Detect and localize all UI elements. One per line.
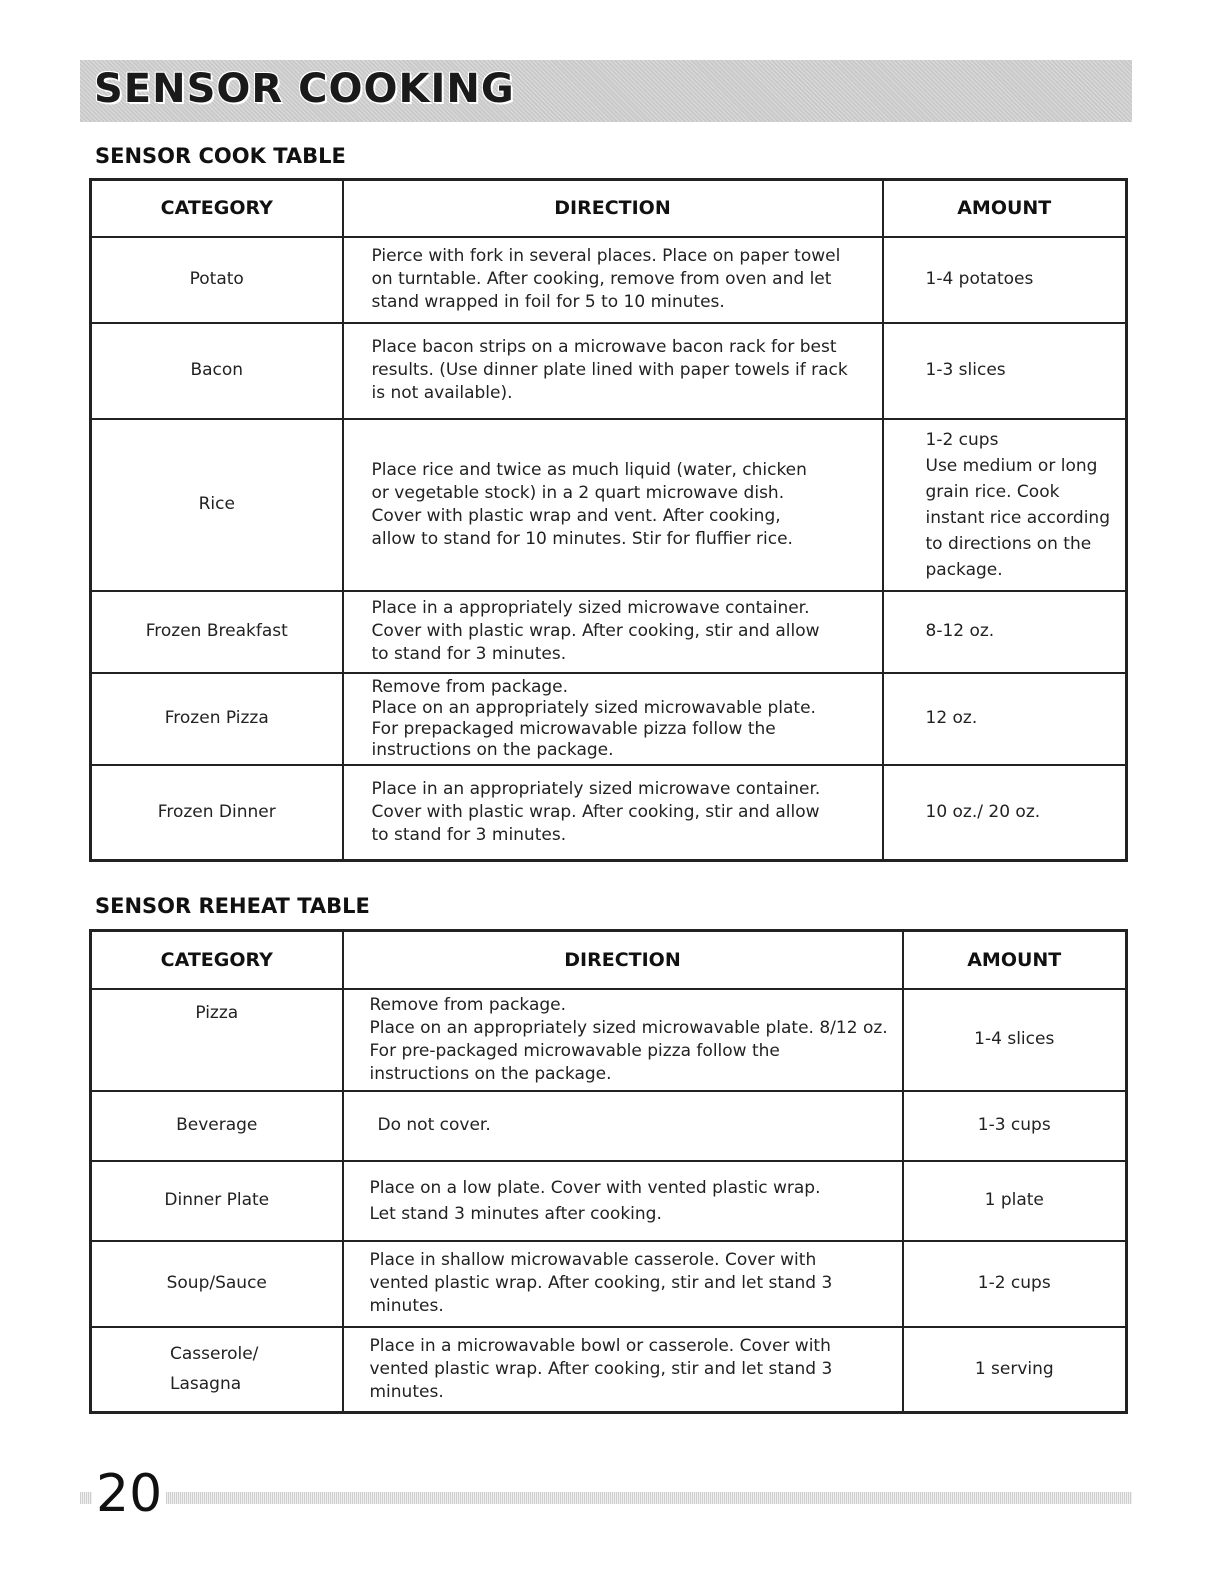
amount-line: 1-3 slices xyxy=(925,360,1006,380)
page-number: 20 xyxy=(92,1464,166,1524)
direction-cell xyxy=(343,673,883,765)
direction-cell xyxy=(343,237,883,323)
direction-line: stand wrapped in foil for 5 to 10 minutes. xyxy=(371,292,725,312)
direction-line: Place on an appropriately sized microwavable plate. 8/12 oz. xyxy=(369,1017,888,1038)
table-row xyxy=(91,1327,1127,1413)
amount-cell xyxy=(883,673,1127,765)
direction-line: For pre-packaged microwavable pizza follow the xyxy=(369,1040,780,1061)
table-row xyxy=(91,323,1127,419)
direction-cell xyxy=(343,1091,903,1161)
direction-cell xyxy=(343,1241,903,1327)
direction-line: Place in shallow microwavable casserole. Cover with xyxy=(369,1250,817,1270)
amount-cell: 1 plate xyxy=(903,1161,1127,1241)
column-header-direction: DIRECTION xyxy=(343,931,903,989)
column-header-category: CATEGORY xyxy=(91,180,343,237)
amount-line: 10 oz./ 20 oz. xyxy=(925,801,1041,822)
direction-line: Place on a low plate. Cover with vented plastic wrap. xyxy=(369,1177,821,1198)
table-row xyxy=(91,237,1127,323)
category-cell: Bacon xyxy=(91,323,343,419)
category-cell xyxy=(91,1327,343,1413)
direction-line: Do not cover. xyxy=(377,1115,491,1135)
reheat-table-title: SENSOR REHEAT TABLE xyxy=(95,894,370,918)
amount-line: 1-4 potatoes xyxy=(925,269,1034,289)
direction-cell xyxy=(343,1327,903,1413)
amount-cell: 1-4 slices xyxy=(903,989,1127,1091)
amount-cell xyxy=(883,419,1127,591)
amount-cell: 1-3 cups xyxy=(903,1091,1127,1161)
direction-line: For prepackaged microwavable pizza follow the xyxy=(371,718,776,739)
direction-line: minutes. xyxy=(369,1296,444,1316)
footer-band xyxy=(80,1492,1132,1504)
amount-cell xyxy=(883,591,1127,673)
direction-line: Pierce with fork in several places. Place on paper towel xyxy=(371,246,841,266)
direction-line: or vegetable stock) in a 2 quart microwave dish. xyxy=(371,482,785,503)
table-row xyxy=(91,591,1127,673)
header-banner xyxy=(80,60,1132,122)
direction-cell xyxy=(343,1161,903,1241)
category-cell: Rice xyxy=(91,419,343,591)
amount-cell: 1-2 cups xyxy=(903,1241,1127,1327)
amount-line: to directions on the xyxy=(925,533,1092,554)
category-cell: Frozen Pizza xyxy=(91,673,343,765)
direction-line: minutes. xyxy=(369,1381,444,1402)
direction-line: Place in an appropriately sized microwave container. xyxy=(371,778,821,799)
table-row xyxy=(91,673,1127,765)
column-header-category: CATEGORY xyxy=(91,931,343,989)
table-row xyxy=(91,989,1127,1091)
amount-line: 8-12 oz. xyxy=(925,621,995,641)
column-header-amount: AMOUNT xyxy=(883,180,1127,237)
amount-cell xyxy=(883,765,1127,861)
page-title: SENSOR COOKING xyxy=(94,66,515,112)
table-row xyxy=(91,419,1127,591)
sensor-reheat-table xyxy=(89,929,1128,1414)
direction-line: to stand for 3 minutes. xyxy=(371,824,567,845)
direction-line: to stand for 3 minutes. xyxy=(371,644,567,664)
direction-line: vented plastic wrap. After cooking, stir and let stand 3 xyxy=(369,1358,833,1379)
direction-line: Cover with plastic wrap. After cooking, stir and allow xyxy=(371,801,820,822)
direction-line: instructions on the package. xyxy=(369,1063,612,1084)
direction-line: allow to stand for 10 minutes. Stir for fluffier rice. xyxy=(371,528,793,549)
direction-line: instructions on the package. xyxy=(371,739,614,760)
category-line: Lasagna xyxy=(170,1374,242,1395)
amount-line: instant rice according xyxy=(925,507,1110,528)
direction-cell xyxy=(343,323,883,419)
direction-line: Remove from package. xyxy=(371,676,569,697)
table-row xyxy=(91,1241,1127,1327)
column-header-direction: DIRECTION xyxy=(343,180,883,237)
column-header-amount: AMOUNT xyxy=(903,931,1127,989)
table-header-row xyxy=(91,931,1127,989)
direction-line: on turntable. After cooking, remove from oven and let xyxy=(371,269,832,289)
direction-line: Place on an appropriately sized microwavable plate. xyxy=(371,697,816,718)
sensor-cook-table xyxy=(89,178,1128,862)
table-row xyxy=(91,1161,1127,1241)
direction-cell xyxy=(343,591,883,673)
category-cell xyxy=(91,989,343,1091)
amount-cell xyxy=(883,237,1127,323)
category-line: Dinner Plate xyxy=(164,1190,270,1210)
direction-cell xyxy=(343,765,883,861)
category-line: Soup/Sauce xyxy=(166,1273,267,1293)
direction-line: Place rice and twice as much liquid (water, chicken xyxy=(371,459,807,480)
category-cell xyxy=(91,1091,343,1161)
direction-line: Place in a appropriately sized microwave container. xyxy=(371,598,810,618)
category-cell: Frozen Breakfast xyxy=(91,591,343,673)
category-line: Beverage xyxy=(176,1115,258,1135)
category-cell xyxy=(91,1161,343,1241)
table-row xyxy=(91,1091,1127,1161)
direction-line: Place in a microwavable bowl or casserole. Cover with xyxy=(369,1335,831,1356)
direction-cell xyxy=(343,989,903,1091)
direction-line: Remove from package. xyxy=(369,994,567,1015)
direction-line: Place bacon strips on a microwave bacon rack for best xyxy=(371,337,837,357)
direction-line: is not available). xyxy=(371,383,513,403)
cook-table-title: SENSOR COOK TABLE xyxy=(95,144,346,168)
amount-cell: 1 serving xyxy=(903,1327,1127,1413)
table-row xyxy=(91,765,1127,861)
amount-cell xyxy=(883,323,1127,419)
category-line: Pizza xyxy=(195,1002,239,1023)
amount-line: grain rice. Cook xyxy=(925,481,1060,502)
direction-line: Let stand 3 minutes after cooking. xyxy=(369,1203,662,1224)
category-line: Casserole/ xyxy=(170,1344,259,1365)
category-cell: Potato xyxy=(91,237,343,323)
category-cell xyxy=(91,1241,343,1327)
table-header-row xyxy=(91,180,1127,237)
category-cell: Frozen Dinner xyxy=(91,765,343,861)
direction-line: results. (Use dinner plate lined with paper towels if rack xyxy=(371,360,848,380)
amount-line: Use medium or long xyxy=(925,455,1098,476)
amount-line: 12 oz. xyxy=(925,708,978,728)
direction-line: vented plastic wrap. After cooking, stir and let stand 3 xyxy=(369,1273,833,1293)
direction-line: Cover with plastic wrap. After cooking, stir and allow xyxy=(371,621,820,641)
direction-line: Cover with plastic wrap and vent. After cooking, xyxy=(371,505,781,526)
direction-cell xyxy=(343,419,883,591)
amount-line: package. xyxy=(925,559,1003,580)
amount-line: 1-2 cups xyxy=(925,429,999,450)
